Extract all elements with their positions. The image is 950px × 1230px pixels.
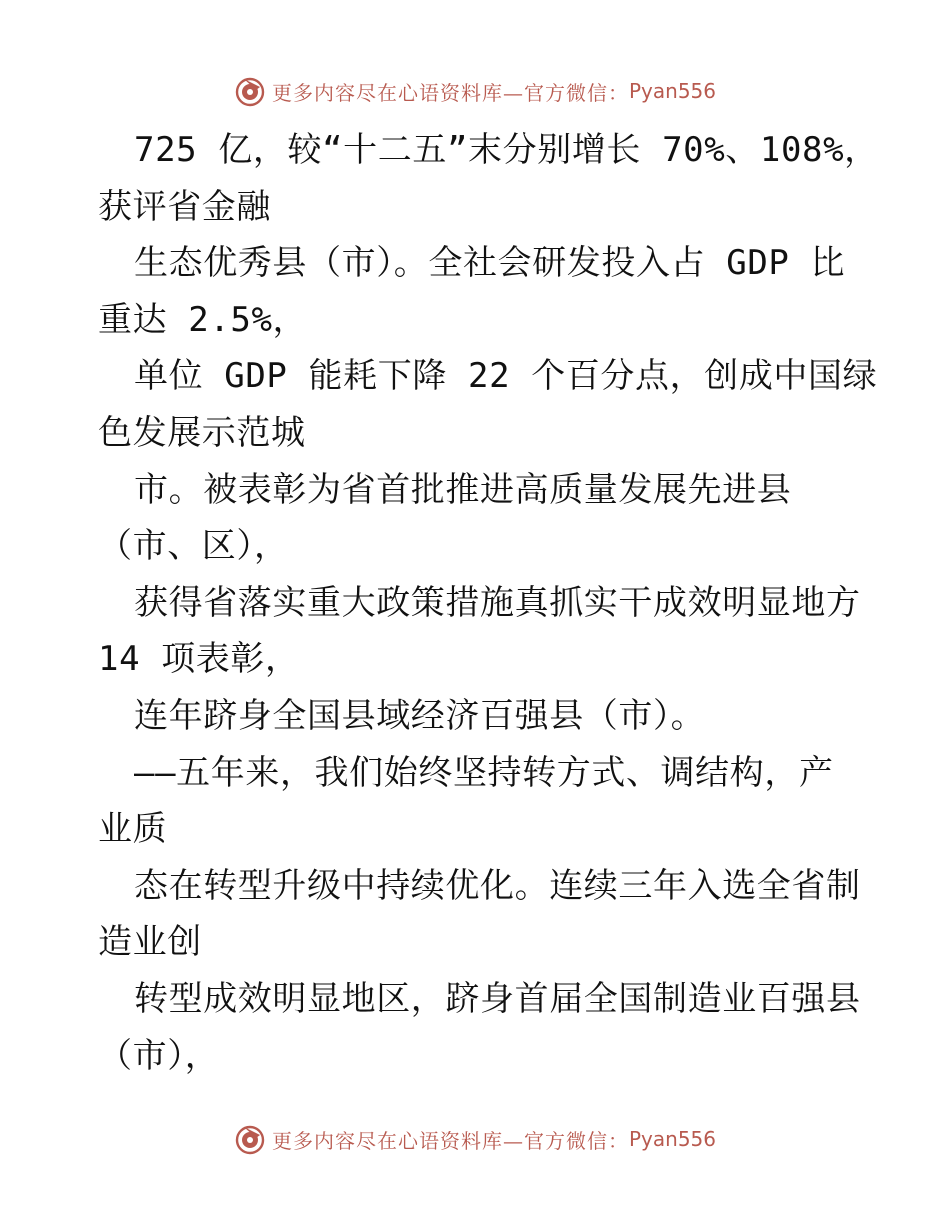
text-line: 生态优秀县（市）。全社会研发投入占 GDP 比 (134, 243, 846, 284)
text-line: 市。被表彰为省首批推进高质量发展先进县 (134, 469, 792, 510)
footer-watermark (0, 1119, 950, 1159)
text-line: ——五年来，我们始终坚持转方式、调结构，产 (134, 752, 834, 793)
text-line: 造业创 (98, 922, 202, 963)
text-line: 14 项表彰， (98, 639, 300, 680)
header-watermark (0, 71, 950, 111)
text-line: 重达 2.5%， (98, 299, 308, 340)
text-line: 获评省金融 (98, 186, 271, 227)
text-line: 获得省落实重大政策措施真抓实干成效明显地方 (134, 582, 861, 623)
document-body (98, 122, 888, 1084)
text-line: 连年跻身全国县域经济百强县（市）。 (134, 695, 706, 736)
text-line: 色发展示范城 (98, 412, 306, 453)
watermark-text: 更多内容尽在心语资料库—官方微信： (271, 1128, 629, 1153)
text-line: 725 亿，较“十二五”末分别增长 70%、108%， (134, 130, 879, 170)
watermark-contact: Pyan556 (628, 79, 716, 103)
text-line: （市、区）， (98, 526, 289, 567)
library-logo-icon (234, 75, 266, 107)
text-line: 态在转型升级中持续优化。连续三年入选全省制 (134, 865, 861, 906)
text-line: 业质 (98, 809, 168, 850)
watermark-contact: Pyan556 (628, 1127, 716, 1151)
watermark-group (234, 75, 716, 107)
watermark-text: 更多内容尽在心语资料库—官方微信： (271, 80, 629, 105)
text-line: 单位 GDP 能耗下降 22 个百分点，创成中国绿 (134, 356, 878, 397)
library-logo-icon (234, 1123, 266, 1155)
text-line: 转型成效明显地区，跻身首届全国制造业百强县 (134, 978, 861, 1019)
text-line: （市）， (98, 1035, 220, 1076)
watermark-group (234, 1123, 716, 1155)
